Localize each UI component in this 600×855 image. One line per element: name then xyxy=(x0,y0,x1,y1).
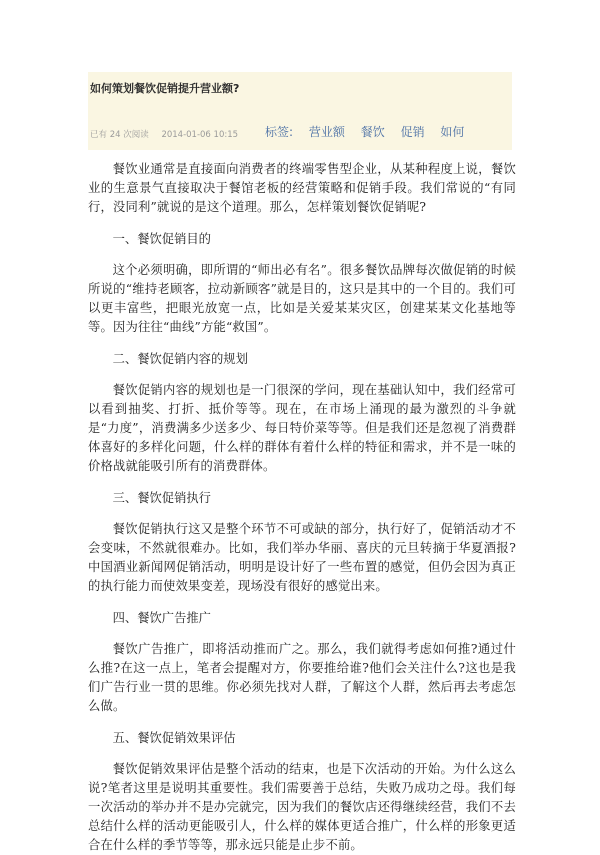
article-meta xyxy=(90,128,248,140)
view-count: 已有 24 次阅读 xyxy=(90,130,149,140)
publish-date: 2014-01-06 10:15 xyxy=(161,130,239,140)
intro-paragraph: 餐饮业通常是直接面向消费者的终端零售型企业，从某种程度上说，餐饮业的生意景气直接取决于餐馆老板的经营策略和促销手段。我们常说的“有同行，没同利”就说的是这个道理。那么，怎样策划餐饮促销呢? xyxy=(88,162,516,214)
tags-label: 标签: xyxy=(265,125,294,139)
tag-link[interactable]: 如何 xyxy=(440,125,465,139)
section-paragraph: 这个必须明确，即所谓的“师出必有名”。很多餐饮品牌每次做促销的时候所说的“维持老顾客，拉动新顾客”就是目的，这只是其中的一个目的。我们可以更丰富些，把眼光放宽一点，比如是关爱某某灾区，创建某某文化基地等等。因为往往“曲线”方能“救国”。 xyxy=(88,263,516,334)
tag-link[interactable]: 餐饮 xyxy=(360,125,385,139)
section-paragraph: 餐饮促销执行这又是整个环节不可或缺的部分，执行好了，促销活动才不会变味，不然就很难办。比如，我们举办华丽、喜庆的元旦转摘于华夏酒报?中国酒业新闻网促销活动，明明是设计好了一些布置的感觉，但仍会因为真正的执行能力而使效果变差，现场没有很好的感觉出来。 xyxy=(88,522,516,593)
section-heading: 三、餐饮促销执行 xyxy=(112,491,211,505)
tag-link[interactable]: 促销 xyxy=(400,125,425,139)
tag-list xyxy=(265,123,476,140)
article-title: 如何策划餐饮促销提升营业额? xyxy=(90,82,240,95)
section-heading: 一、餐饮促销目的 xyxy=(112,232,211,246)
section-heading: 四、餐饮广告推广 xyxy=(112,611,211,625)
section-heading: 二、餐饮促销内容的规划 xyxy=(112,352,248,366)
section-paragraph: 餐饮广告推广，即将活动推而广之。那么，我们就得考虑如何推?通过什么推?在这一点上，笔者会提醒对方，你要推给谁?他们会关注什么?这也是我们广告行业一贯的思维。你必须先找对人群，了解这个人群，然后再去考虑怎么做。 xyxy=(88,642,516,713)
section-heading: 五、餐饮促销效果评估 xyxy=(112,731,236,745)
section-paragraph: 餐饮促销内容的规划也是一门很深的学问，现在基础认知中，我们经常可以看到抽奖、打折、抵价等等。现在，在市场上涌现的最为激烈的斗争就是“力度”，消费满多少送多少、每日特价菜等等。但是我们还是忽视了消费群体喜好的多样化问题，什么样的群体有着什么样的特征和需求，并不是一味的价格战就能吸引所有的消费群体。 xyxy=(88,383,516,473)
section-paragraph: 餐饮促销效果评估是整个活动的结束，也是下次活动的开始。为什么这么说?笔者这里是说明其重要性。我们需要善于总结，失败乃成功之母。我们每一次活动的举办并不是办完就完，因为我们的餐饮店还得继续经营，我们不去总结什么样的活动更能吸引人，什么样的媒体更适合推广，什么样的形象更适合在什么样的季节等等，那永远只能是止步不前。 xyxy=(88,762,516,852)
tag-link[interactable]: 营业额 xyxy=(308,125,345,139)
article-body xyxy=(88,160,516,855)
